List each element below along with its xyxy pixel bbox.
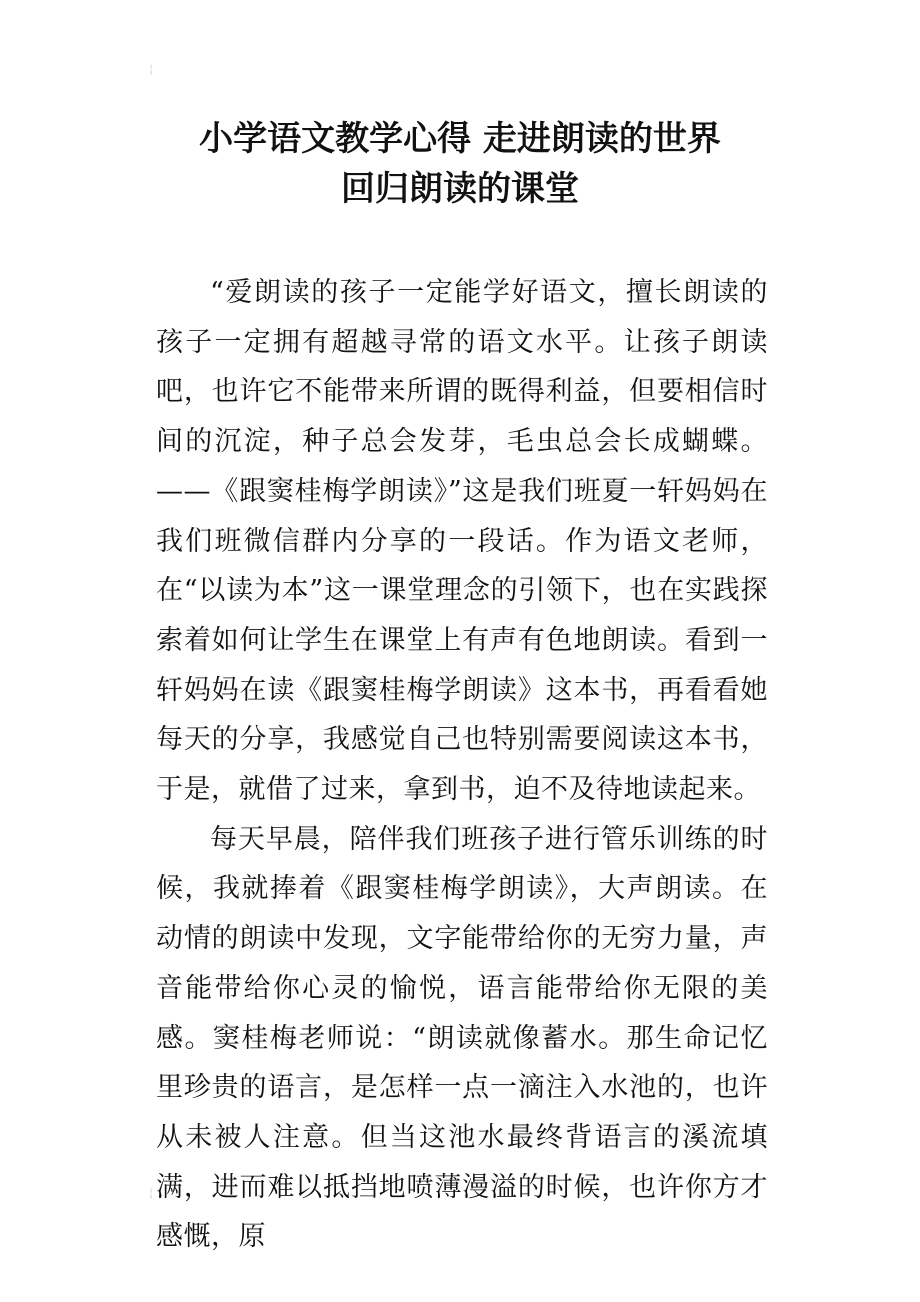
title-line-2: 回归朗读的课堂: [341, 169, 579, 209]
body-text: [156, 268, 768, 1262]
title-line-1: 小学语文教学心得 走进朗读的世界: [199, 119, 721, 159]
corner-crop-mark-top: ╎: [148, 65, 155, 76]
paragraph-1: “爱朗读的孩子一定能学好语文，擅长朗读的孩子一定拥有超越寻常的语文水平。让孩子朗读吧，也许它不能带来所谓的既得利益，但要相信时间的沉淀，种子总会发芽，毛虫总会长成蝴蝶。——《跟窦桂梅学朗读》”这是我们班夏一轩妈妈在我们班微信群内分享的一段话。作为语文老师，在“以读为本”这一课堂理念的引领下，也在实践探索着如何让学生在课堂上有声有色地朗读。看到一轩妈妈在读《跟窦桂梅学朗读》这本书，再看看她每天的分享，我感觉自己也特别需要阅读这本书，于是，就借了过来，拿到书，迫不及待地读起来。: [156, 277, 768, 806]
paragraph-2: 每天早晨，陪伴我们班孩子进行管乐训练的时候，我就捧着《跟窦桂梅学朗读》，大声朗读。在动情的朗读中发现，文字能带给你的无穷力量，声音能带给你心灵的愉悦，语言能带给你无限的美感。窦桂梅老师说：“朗读就像蓄水。那生命记忆里珍贵的语言，是怎样一点一滴注入水池的，也许从未被人注意。但当这池水最终背语言的溪流填满，进而难以抵挡地喷薄漫溢的时候，也许你方才感慨，原: [156, 823, 768, 1253]
corner-crop-mark-bottom: ╎: [148, 1189, 155, 1200]
